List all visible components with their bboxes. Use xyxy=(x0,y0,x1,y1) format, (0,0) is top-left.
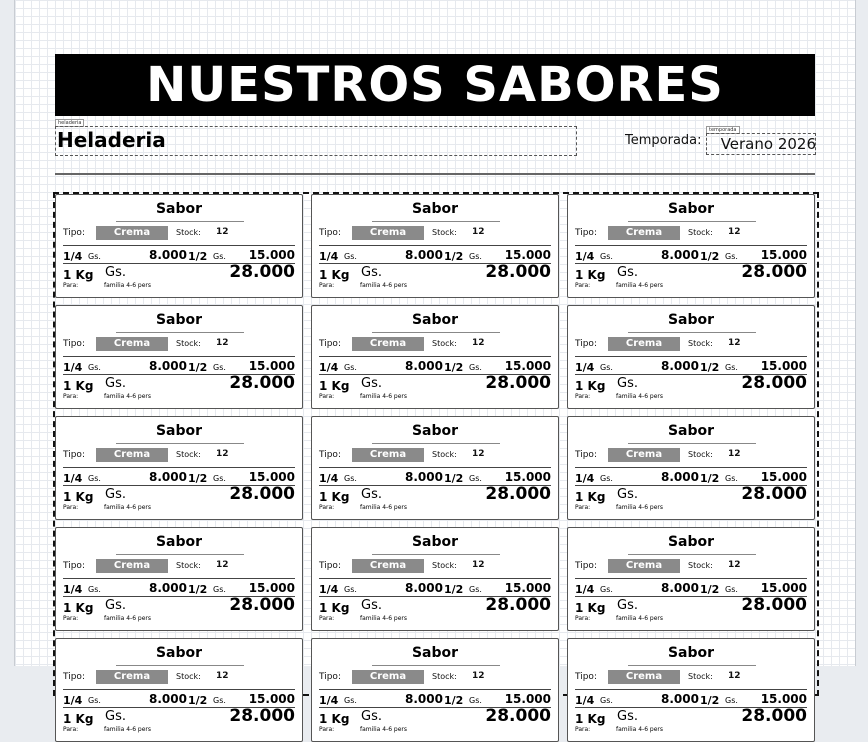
tipo-label: Tipo: xyxy=(319,450,341,460)
flavor-title: Sabor xyxy=(667,312,715,328)
stock-label: Stock: xyxy=(432,672,457,681)
tipo-label: Tipo: xyxy=(575,339,597,349)
currency-label: Gs. xyxy=(361,709,382,724)
kilo-label: 1 Kg xyxy=(575,490,606,504)
half-price[interactable]: 15.000 xyxy=(760,692,807,706)
kilo-label: 1 Kg xyxy=(63,379,94,393)
half-label: 1/2 xyxy=(188,361,208,374)
stock-label: Stock: xyxy=(688,228,713,237)
quarter-label: 1/4 xyxy=(319,250,339,263)
currency-label: Gs. xyxy=(725,363,738,372)
kilo-label: 1 Kg xyxy=(575,379,606,393)
para-value[interactable]: familia 4-6 pers xyxy=(360,615,408,622)
flavor-card[interactable] xyxy=(311,638,559,742)
half-price[interactable]: 15.000 xyxy=(248,470,295,484)
tipo-value[interactable]: Crema xyxy=(352,337,424,351)
stock-label: Stock: xyxy=(688,561,713,570)
kilo-price[interactable]: 28.000 xyxy=(485,706,551,726)
stock-label: Stock: xyxy=(176,450,201,459)
flavor-title: Sabor xyxy=(155,201,203,217)
flavor-title: Sabor xyxy=(155,645,203,661)
flavor-card[interactable] xyxy=(55,416,303,520)
half-label: 1/2 xyxy=(444,472,464,485)
para-value[interactable]: familia 4-6 pers xyxy=(104,726,152,733)
half-price[interactable]: 15.000 xyxy=(760,581,807,595)
quarter-label: 1/4 xyxy=(319,694,339,707)
currency-label: Gs. xyxy=(361,265,382,280)
currency-label: Gs. xyxy=(600,252,613,261)
tipo-label: Tipo: xyxy=(63,228,85,238)
quarter-price[interactable]: 8.000 xyxy=(149,581,187,595)
row-divider xyxy=(63,356,295,357)
tipo-value[interactable]: Crema xyxy=(352,226,424,240)
para-value[interactable]: familia 4-6 pers xyxy=(616,393,664,400)
season-field[interactable] xyxy=(706,133,816,155)
currency-label: Gs. xyxy=(105,598,126,613)
currency-label: Gs. xyxy=(469,585,482,594)
row-divider xyxy=(319,356,551,357)
season-field-tag: temporada xyxy=(706,126,740,134)
kilo-price[interactable]: 28.000 xyxy=(485,262,551,282)
title-underline xyxy=(116,554,244,555)
quarter-price[interactable]: 8.000 xyxy=(661,470,699,484)
half-label: 1/2 xyxy=(700,694,720,707)
half-price[interactable]: 15.000 xyxy=(760,248,807,262)
quarter-label: 1/4 xyxy=(63,694,83,707)
title-underline xyxy=(628,554,756,555)
currency-label: Gs. xyxy=(361,376,382,391)
para-label: Para: xyxy=(575,615,591,622)
store-name-field[interactable] xyxy=(55,126,577,156)
currency-label: Gs. xyxy=(600,363,613,372)
store-field-tag: heladeria xyxy=(55,119,84,127)
stock-value[interactable]: 12 xyxy=(216,227,229,237)
half-label: 1/2 xyxy=(188,250,208,263)
tipo-label: Tipo: xyxy=(575,672,597,682)
para-value[interactable]: familia 4-6 pers xyxy=(616,615,664,622)
half-price[interactable]: 15.000 xyxy=(504,248,551,262)
flavor-title: Sabor xyxy=(155,534,203,550)
stock-value[interactable]: 12 xyxy=(472,338,485,348)
quarter-price[interactable]: 8.000 xyxy=(405,359,443,373)
para-label: Para: xyxy=(63,282,79,289)
row-divider xyxy=(63,689,295,690)
half-price[interactable]: 15.000 xyxy=(760,359,807,373)
tipo-label: Tipo: xyxy=(63,450,85,460)
quarter-price[interactable]: 8.000 xyxy=(405,581,443,595)
quarter-price[interactable]: 8.000 xyxy=(149,359,187,373)
half-price[interactable]: 15.000 xyxy=(248,248,295,262)
tipo-label: Tipo: xyxy=(63,339,85,349)
currency-label: Gs. xyxy=(88,252,101,261)
currency-label: Gs. xyxy=(88,585,101,594)
currency-label: Gs. xyxy=(469,363,482,372)
stock-value[interactable]: 12 xyxy=(728,449,741,459)
flavor-card[interactable] xyxy=(55,194,303,298)
flavor-card[interactable] xyxy=(311,194,559,298)
half-label: 1/2 xyxy=(444,361,464,374)
flavor-title: Sabor xyxy=(667,423,715,439)
kilo-price[interactable]: 28.000 xyxy=(229,706,295,726)
tipo-value[interactable]: Crema xyxy=(608,337,680,351)
stock-label: Stock: xyxy=(688,672,713,681)
stock-value[interactable]: 12 xyxy=(728,671,741,681)
flavor-card[interactable] xyxy=(55,638,303,742)
title-underline xyxy=(116,665,244,666)
quarter-price[interactable]: 8.000 xyxy=(661,581,699,595)
currency-label: Gs. xyxy=(600,585,613,594)
store-name-text: Heladeria xyxy=(57,128,166,152)
tipo-label: Tipo: xyxy=(319,561,341,571)
season-value-text: Verano 2026 xyxy=(720,135,816,153)
kilo-label: 1 Kg xyxy=(63,712,94,726)
para-label: Para: xyxy=(63,615,79,622)
quarter-price[interactable]: 8.000 xyxy=(661,359,699,373)
stock-value[interactable]: 12 xyxy=(216,671,229,681)
stock-label: Stock: xyxy=(688,339,713,348)
title-underline xyxy=(628,443,756,444)
tipo-label: Tipo: xyxy=(319,339,341,349)
currency-label: Gs. xyxy=(88,696,101,705)
stock-label: Stock: xyxy=(688,450,713,459)
row-divider xyxy=(575,467,807,468)
tipo-value[interactable]: Crema xyxy=(96,670,168,684)
half-price[interactable]: 15.000 xyxy=(504,581,551,595)
currency-label: Gs. xyxy=(344,696,357,705)
currency-label: Gs. xyxy=(469,474,482,483)
para-label: Para: xyxy=(575,393,591,400)
flavor-card[interactable] xyxy=(567,305,815,409)
currency-label: Gs. xyxy=(361,487,382,502)
quarter-price[interactable]: 8.000 xyxy=(661,248,699,262)
title-underline xyxy=(116,221,244,222)
kilo-label: 1 Kg xyxy=(63,490,94,504)
stock-value[interactable]: 12 xyxy=(728,227,741,237)
flavor-card[interactable] xyxy=(311,416,559,520)
quarter-price[interactable]: 8.000 xyxy=(149,248,187,262)
row-divider xyxy=(319,467,551,468)
kilo-label: 1 Kg xyxy=(319,379,350,393)
currency-label: Gs. xyxy=(617,709,638,724)
para-label: Para: xyxy=(63,504,79,511)
stock-value[interactable]: 12 xyxy=(728,560,741,570)
quarter-label: 1/4 xyxy=(575,472,595,485)
currency-label: Gs. xyxy=(344,585,357,594)
flavor-title: Sabor xyxy=(411,201,459,217)
half-label: 1/2 xyxy=(700,472,720,485)
quarter-label: 1/4 xyxy=(575,583,595,596)
flavor-title: Sabor xyxy=(411,423,459,439)
kilo-label: 1 Kg xyxy=(63,268,94,282)
tipo-value[interactable]: Crema xyxy=(608,559,680,573)
kilo-price[interactable]: 28.000 xyxy=(741,262,807,282)
flavor-title: Sabor xyxy=(667,534,715,550)
currency-label: Gs. xyxy=(725,252,738,261)
kilo-label: 1 Kg xyxy=(319,712,350,726)
currency-label: Gs. xyxy=(725,585,738,594)
kilo-label: 1 Kg xyxy=(319,268,350,282)
quarter-price[interactable]: 8.000 xyxy=(149,692,187,706)
kilo-price[interactable]: 28.000 xyxy=(485,373,551,393)
stock-label: Stock: xyxy=(432,561,457,570)
para-value[interactable]: familia 4-6 pers xyxy=(360,726,408,733)
title-underline xyxy=(628,221,756,222)
tipo-value[interactable]: Crema xyxy=(352,670,424,684)
para-value[interactable]: familia 4-6 pers xyxy=(104,393,152,400)
para-value[interactable]: familia 4-6 pers xyxy=(104,282,152,289)
quarter-label: 1/4 xyxy=(319,472,339,485)
tipo-value[interactable]: Crema xyxy=(352,448,424,462)
tipo-value[interactable]: Crema xyxy=(96,337,168,351)
half-price[interactable]: 15.000 xyxy=(504,692,551,706)
currency-label: Gs. xyxy=(725,474,738,483)
kilo-label: 1 Kg xyxy=(575,601,606,615)
row-divider xyxy=(63,578,295,579)
tipo-label: Tipo: xyxy=(63,672,85,682)
currency-label: Gs. xyxy=(213,585,226,594)
para-value[interactable]: familia 4-6 pers xyxy=(104,615,152,622)
half-price[interactable]: 15.000 xyxy=(248,581,295,595)
tipo-value[interactable]: Crema xyxy=(608,448,680,462)
half-price[interactable]: 15.000 xyxy=(248,359,295,373)
kilo-price[interactable]: 28.000 xyxy=(741,595,807,615)
stock-value[interactable]: 12 xyxy=(728,338,741,348)
quarter-price[interactable]: 8.000 xyxy=(149,470,187,484)
currency-label: Gs. xyxy=(725,696,738,705)
half-label: 1/2 xyxy=(444,694,464,707)
currency-label: Gs. xyxy=(213,363,226,372)
currency-label: Gs. xyxy=(105,487,126,502)
para-label: Para: xyxy=(319,726,335,733)
flavor-card[interactable] xyxy=(55,527,303,631)
half-label: 1/2 xyxy=(700,583,720,596)
kilo-label: 1 Kg xyxy=(575,268,606,282)
flavor-title: Sabor xyxy=(667,645,715,661)
quarter-price[interactable]: 8.000 xyxy=(405,248,443,262)
flavor-card[interactable] xyxy=(567,416,815,520)
row-divider xyxy=(575,356,807,357)
flavor-card[interactable] xyxy=(311,527,559,631)
half-price[interactable]: 15.000 xyxy=(248,692,295,706)
flavor-title: Sabor xyxy=(411,645,459,661)
print-page xyxy=(14,0,856,733)
currency-label: Gs. xyxy=(344,363,357,372)
currency-label: Gs. xyxy=(600,696,613,705)
flavor-card[interactable] xyxy=(311,305,559,409)
quarter-label: 1/4 xyxy=(319,361,339,374)
row-divider xyxy=(63,467,295,468)
header-divider xyxy=(55,173,815,175)
quarter-label: 1/4 xyxy=(575,694,595,707)
title-underline xyxy=(372,554,500,555)
kilo-price[interactable]: 28.000 xyxy=(741,373,807,393)
row-divider xyxy=(319,245,551,246)
stock-value[interactable]: 12 xyxy=(216,338,229,348)
currency-label: Gs. xyxy=(469,696,482,705)
stock-value[interactable]: 12 xyxy=(216,449,229,459)
para-label: Para: xyxy=(63,726,79,733)
row-divider xyxy=(63,245,295,246)
kilo-label: 1 Kg xyxy=(319,601,350,615)
page-title-banner: NUESTROS SABORES xyxy=(55,54,815,116)
tipo-label: Tipo: xyxy=(575,450,597,460)
flavor-title: Sabor xyxy=(155,312,203,328)
kilo-price[interactable]: 28.000 xyxy=(229,373,295,393)
stock-label: Stock: xyxy=(432,450,457,459)
title-underline xyxy=(116,443,244,444)
currency-label: Gs. xyxy=(361,598,382,613)
tipo-value[interactable]: Crema xyxy=(608,226,680,240)
half-label: 1/2 xyxy=(444,250,464,263)
kilo-price[interactable]: 28.000 xyxy=(485,484,551,504)
title-underline xyxy=(372,221,500,222)
para-label: Para: xyxy=(575,282,591,289)
currency-label: Gs. xyxy=(213,474,226,483)
tipo-value[interactable]: Crema xyxy=(608,670,680,684)
quarter-label: 1/4 xyxy=(63,583,83,596)
half-label: 1/2 xyxy=(188,583,208,596)
row-divider xyxy=(575,689,807,690)
quarter-label: 1/4 xyxy=(63,250,83,263)
quarter-price[interactable]: 8.000 xyxy=(405,470,443,484)
row-divider xyxy=(575,245,807,246)
stock-value[interactable]: 12 xyxy=(472,560,485,570)
currency-label: Gs. xyxy=(88,363,101,372)
tipo-label: Tipo: xyxy=(575,228,597,238)
para-value[interactable]: familia 4-6 pers xyxy=(360,393,408,400)
kilo-price[interactable]: 28.000 xyxy=(741,484,807,504)
kilo-price[interactable]: 28.000 xyxy=(229,484,295,504)
half-label: 1/2 xyxy=(444,583,464,596)
tipo-value[interactable]: Crema xyxy=(352,559,424,573)
currency-label: Gs. xyxy=(617,487,638,502)
kilo-label: 1 Kg xyxy=(319,490,350,504)
stock-value[interactable]: 12 xyxy=(472,671,485,681)
para-label: Para: xyxy=(319,504,335,511)
stock-label: Stock: xyxy=(432,228,457,237)
flavor-title: Sabor xyxy=(411,312,459,328)
para-label: Para: xyxy=(63,393,79,400)
flavor-title: Sabor xyxy=(667,201,715,217)
tipo-value[interactable]: Crema xyxy=(96,448,168,462)
para-value[interactable]: familia 4-6 pers xyxy=(616,504,664,511)
half-label: 1/2 xyxy=(188,694,208,707)
stock-label: Stock: xyxy=(176,561,201,570)
stock-value[interactable]: 12 xyxy=(472,227,485,237)
currency-label: Gs. xyxy=(344,252,357,261)
season-label: Temporada: xyxy=(625,133,702,148)
row-divider xyxy=(319,578,551,579)
kilo-price[interactable]: 28.000 xyxy=(485,595,551,615)
title-underline xyxy=(372,665,500,666)
currency-label: Gs. xyxy=(105,709,126,724)
kilo-price[interactable]: 28.000 xyxy=(741,706,807,726)
stock-label: Stock: xyxy=(176,228,201,237)
kilo-price[interactable]: 28.000 xyxy=(229,595,295,615)
title-underline xyxy=(628,332,756,333)
half-label: 1/2 xyxy=(700,250,720,263)
half-label: 1/2 xyxy=(700,361,720,374)
quarter-label: 1/4 xyxy=(575,250,595,263)
currency-label: Gs. xyxy=(617,265,638,280)
tipo-label: Tipo: xyxy=(575,561,597,571)
para-value[interactable]: familia 4-6 pers xyxy=(360,504,408,511)
title-underline xyxy=(372,443,500,444)
row-divider xyxy=(575,578,807,579)
para-value[interactable]: familia 4-6 pers xyxy=(616,282,664,289)
kilo-price[interactable]: 28.000 xyxy=(229,262,295,282)
stock-label: Stock: xyxy=(176,672,201,681)
currency-label: Gs. xyxy=(88,474,101,483)
para-value[interactable]: familia 4-6 pers xyxy=(104,504,152,511)
tipo-label: Tipo: xyxy=(63,561,85,571)
flavor-title: Sabor xyxy=(411,534,459,550)
flavor-card[interactable] xyxy=(567,194,815,298)
flavor-card[interactable] xyxy=(55,305,303,409)
para-value[interactable]: familia 4-6 pers xyxy=(616,726,664,733)
stock-label: Stock: xyxy=(176,339,201,348)
quarter-price[interactable]: 8.000 xyxy=(661,692,699,706)
para-label: Para: xyxy=(319,393,335,400)
para-label: Para: xyxy=(575,726,591,733)
currency-label: Gs. xyxy=(469,252,482,261)
currency-label: Gs. xyxy=(617,598,638,613)
tipo-value[interactable]: Crema xyxy=(96,559,168,573)
quarter-label: 1/4 xyxy=(319,583,339,596)
title-underline xyxy=(372,332,500,333)
half-price[interactable]: 15.000 xyxy=(504,359,551,373)
title-underline xyxy=(628,665,756,666)
title-underline xyxy=(116,332,244,333)
row-divider xyxy=(319,689,551,690)
half-price[interactable]: 15.000 xyxy=(504,470,551,484)
half-label: 1/2 xyxy=(188,472,208,485)
para-value[interactable]: familia 4-6 pers xyxy=(360,282,408,289)
half-price[interactable]: 15.000 xyxy=(760,470,807,484)
para-label: Para: xyxy=(319,615,335,622)
para-label: Para: xyxy=(575,504,591,511)
currency-label: Gs. xyxy=(105,265,126,280)
flavor-title: Sabor xyxy=(155,423,203,439)
currency-label: Gs. xyxy=(617,376,638,391)
tipo-label: Tipo: xyxy=(319,228,341,238)
currency-label: Gs. xyxy=(600,474,613,483)
flavor-card[interactable] xyxy=(567,527,815,631)
stock-value[interactable]: 12 xyxy=(472,449,485,459)
currency-label: Gs. xyxy=(213,252,226,261)
quarter-label: 1/4 xyxy=(575,361,595,374)
currency-label: Gs. xyxy=(105,376,126,391)
currency-label: Gs. xyxy=(344,474,357,483)
stock-label: Stock: xyxy=(432,339,457,348)
tipo-value[interactable]: Crema xyxy=(96,226,168,240)
quarter-price[interactable]: 8.000 xyxy=(405,692,443,706)
quarter-label: 1/4 xyxy=(63,361,83,374)
stock-value[interactable]: 12 xyxy=(216,560,229,570)
kilo-label: 1 Kg xyxy=(63,601,94,615)
flavor-card[interactable] xyxy=(567,638,815,742)
quarter-label: 1/4 xyxy=(63,472,83,485)
para-label: Para: xyxy=(319,282,335,289)
tipo-label: Tipo: xyxy=(319,672,341,682)
kilo-label: 1 Kg xyxy=(575,712,606,726)
currency-label: Gs. xyxy=(213,696,226,705)
